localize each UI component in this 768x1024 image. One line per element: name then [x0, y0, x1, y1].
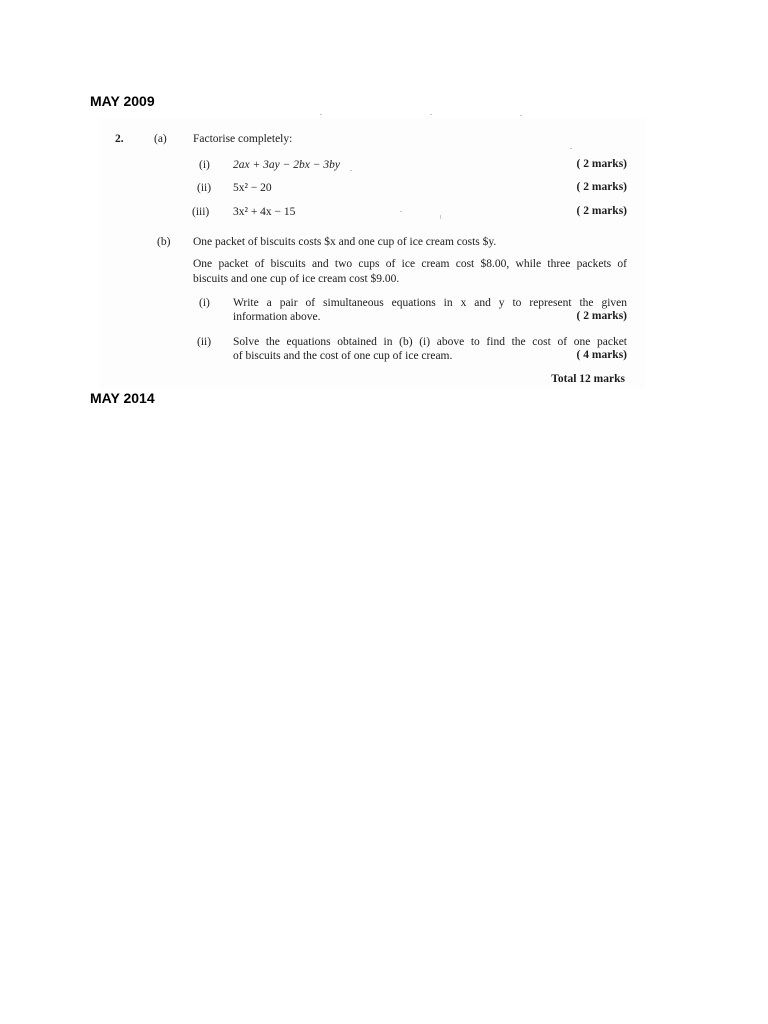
- part-a-item-label: (ii): [197, 182, 212, 194]
- scan-speck: [440, 215, 441, 219]
- section-heading-may-2014: MAY 2014: [90, 390, 155, 406]
- question-number: 2.: [115, 133, 124, 145]
- part-b-item-marks: ( 2 marks): [576, 310, 627, 322]
- scan-speck: [320, 114, 322, 115]
- part-b-label: (b): [157, 236, 171, 248]
- scan-speck: [400, 211, 402, 212]
- part-a-item-marks: ( 2 marks): [576, 181, 627, 193]
- part-b-item-label: (ii): [197, 336, 212, 348]
- part-a-item-marks: ( 2 marks): [576, 158, 627, 170]
- part-a-item-label: (i): [199, 159, 210, 171]
- part-b-item-text: information above.: [233, 311, 321, 323]
- part-a-item-label: (iii): [192, 206, 210, 218]
- part-b-item-text: of biscuits and the cost of one cup of ice cream.: [233, 350, 453, 362]
- section-heading-may-2009: MAY 2009: [90, 93, 155, 109]
- part-a-instruction: Factorise completely:: [193, 133, 293, 145]
- part-b-item-text: Solve the equations obtained in (b) (i) above to find the cost of one packet: [233, 336, 627, 348]
- scan-speck: [570, 148, 572, 149]
- part-a-label: (a): [154, 133, 167, 145]
- part-a-item-expression: 5x² − 20: [233, 182, 272, 194]
- part-b-statement: One packet of biscuits costs $x and one cup of ice cream costs $y.: [193, 236, 497, 248]
- part-a-item-marks: ( 2 marks): [576, 205, 627, 217]
- part-b-info-line: One packet of biscuits and two cups of ice cream cost $8.00, while three packets of: [193, 258, 627, 270]
- part-b-item-marks: ( 4 marks): [576, 349, 627, 361]
- scan-speck: [350, 170, 352, 171]
- scan-speck: [430, 114, 432, 115]
- part-b-info-line: biscuits and one cup of ice cream cost $9.00.: [193, 273, 400, 285]
- part-a-item-expression: 3x² + 4x − 15: [233, 206, 296, 218]
- part-a-item-expression: 2ax + 3ay − 2bx − 3by: [233, 159, 340, 171]
- scan-speck: [520, 115, 522, 116]
- part-b-item-text: Write a pair of simultaneous equations in x and y to represent the given: [233, 297, 627, 309]
- scanned-question-image: [100, 118, 645, 388]
- part-b-item-label: (i): [199, 297, 210, 309]
- total-marks: Total 12 marks: [551, 373, 625, 385]
